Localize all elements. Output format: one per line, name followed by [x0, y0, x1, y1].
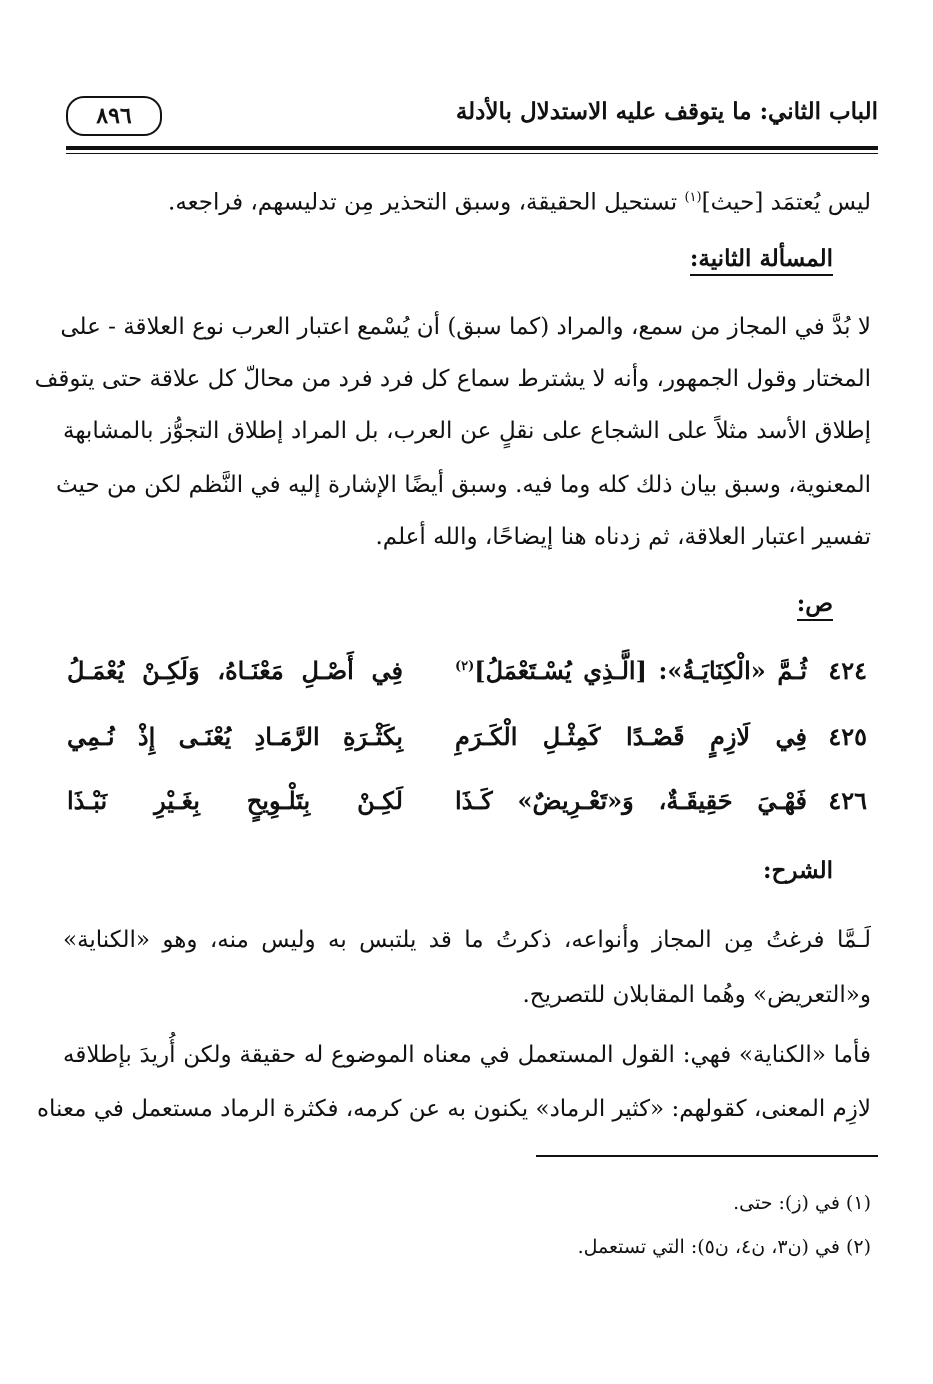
verse-line	[55, 652, 867, 692]
paragraph-line: المعنوية، وسبق بيان ذلك كله وما فيه. وسبق أيضًا الإشارة إليه في النَّظم لكن من حيث	[55, 472, 871, 498]
verse-second-hemistich: بِكَثْـرَةِ الرَّمَـادِ يُعْنَـى إِذْ نُـمِي	[67, 722, 403, 751]
line-text-start: ليس يُعتمَد [حيث]	[701, 189, 871, 216]
verse-first-hemistich: فِي لَازِمٍ قَصْـدًا كَمِثْـلِ الْكَـرَمِ	[455, 722, 807, 751]
verse-first-hemistich	[455, 656, 807, 685]
footnote-ref-1: (١)	[684, 190, 702, 205]
continuation-line	[63, 183, 871, 218]
running-title: الباب الثاني: ما يتوقف عليه الاستدلال بالأدلة	[455, 98, 878, 125]
footnote: (٢) في (ن٣، ن٤، ن٥): التي تستعمل.	[577, 1236, 871, 1258]
verse-second-hemistich: لَكِـنْ بِتَلْـوِيحٍ بِغَـيْرِ نَبْـذَا	[67, 786, 403, 815]
footnote-separator	[536, 1155, 878, 1157]
paragraph-line: لازِم المعنى، كقولهم: «كثير الرماد» يكنون به عن كرمه، فكثرة الرماد مستعمل في معناه	[37, 1096, 871, 1122]
verse-second-hemistich: فِي أَصْـلِ مَعْنَـاهُ، وَلَكِـنْ يُعْمَـلُ	[67, 656, 403, 685]
verse-number: ٤٢٦	[828, 786, 867, 815]
verse-line	[55, 718, 867, 758]
page-number-badge	[66, 96, 162, 136]
paragraph-line: إطلاق الأسد مثلاً على الشجاع على نقلٍ عن العرب، بل المراد إطلاق التجوُّز بالمشابهة	[63, 418, 871, 444]
running-header	[66, 96, 878, 144]
paragraph-line: فأما «الكناية» فهي: القول المستعمل في معناه الموضوع له حقيقة ولكن أُريدَ بإطلاقه	[63, 1042, 871, 1068]
footnote: (١) في (ز): حتى.	[733, 1192, 871, 1214]
paragraph-line: و«التعريض» وهُما المقابلان للتصريح.	[522, 982, 871, 1008]
header-rule-thick	[66, 146, 878, 150]
paragraph-line: لا بُدَّ في المجاز من سمع، والمراد (كما سبق) أن يُسْمع اعتبار العرب نوع العلاقة - على	[60, 314, 871, 340]
commentary-heading: الشرح:	[763, 857, 833, 884]
section-heading: المسألة الثانية:	[690, 245, 833, 276]
verse-first-hemistich: فَهْـيَ حَقِيقَـةٌ، وَ«تَعْـرِيضٌ» كَـذَا	[455, 786, 807, 815]
verse-line	[55, 782, 867, 822]
paragraph-line: المختار وقول الجمهور، وأنه لا يشترط سماع كل فرد فرد من محالّ كل علاقة حتى يتوقف	[34, 366, 871, 392]
verse-first-text: ثُـمَّ «الْكِنَايَـةُ»: [الَّـذِي يُسْـتَعْمَلُ]	[474, 656, 807, 685]
line-text-end: تستحيل الحقيقة، وسبق التحذير مِن تدليسهم، فراجعه.	[168, 189, 685, 216]
page-number: ٨٩٦	[96, 103, 132, 129]
header-rule-thin	[66, 153, 878, 154]
verse-number: ٤٢٥	[828, 722, 867, 751]
paragraph-line: تفسير اعتبار العلاقة، ثم زدناه هنا إيضاحًا، والله أعلم.	[375, 524, 871, 550]
text-heading: ص:	[797, 590, 833, 621]
footnote-ref-2: (٢)	[455, 659, 475, 674]
paragraph-line: لَـمَّا فرغتُ مِن المجاز وأنواعه، ذكرتُ ما قد يلتبس به وليس منه، وهو «الكناية»	[63, 927, 871, 953]
verse-number: ٤٢٤	[828, 656, 867, 685]
